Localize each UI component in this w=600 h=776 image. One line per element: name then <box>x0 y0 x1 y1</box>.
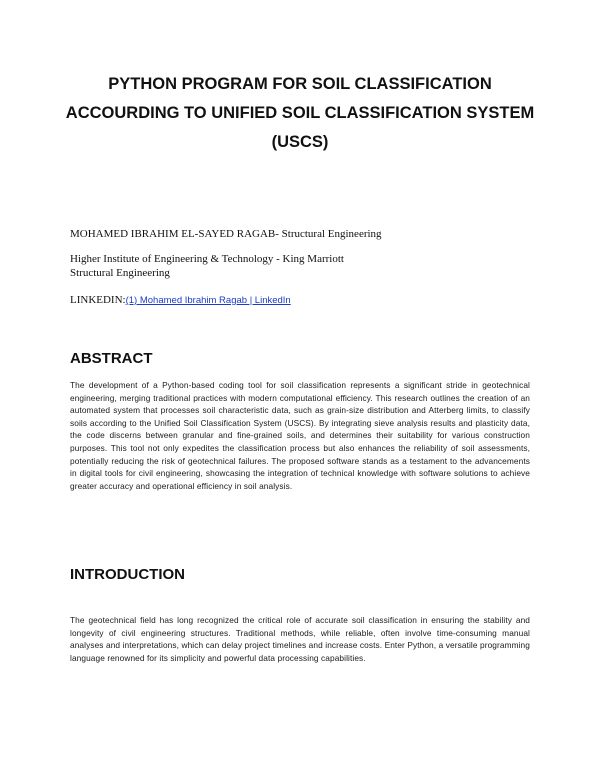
linkedin-line <box>70 294 291 306</box>
institution-line-2: Structural Engineering <box>70 266 170 279</box>
title-line-2: ACCOURDING TO UNIFIED SOIL CLASSIFICATION SYSTEM <box>65 104 535 122</box>
introduction-paragraph: The geotechnical field has long recognized the critical role of accurate soil classification in ensuring the stability and longevity of civil engineering structures. Traditional methods, while reliable, often involve time-consuming manual analyses and interpretations, which can delay project timelines and increase costs. Enter Python, a versatile programming language renowned for its simplicity and powerful data processing capabilities. <box>70 615 530 663</box>
abstract-heading: ABSTRACT <box>70 350 153 367</box>
title-line-3: (USCS) <box>271 133 329 151</box>
title-line-1: PYTHON PROGRAM FOR SOIL CLASSIFICATION <box>108 75 492 93</box>
institution-line-1: Higher Institute of Engineering & Technology - King Marriott <box>70 253 344 265</box>
linkedin-link[interactable]: (1) Mohamed Ibrahim Ragab | LinkedIn <box>125 295 291 306</box>
abstract-paragraph: The development of a Python-based coding tool for soil classification represents a significant stride in geotechnical engineering, merging traditional practices with modern computational efficiency. This research outlines the creation of an automated system that processes soil characteristic data, such as grain-size distribution and Atterberg limits, to classify soils according to the Unified Soil Classification System (USCS). By integrating sieve analysis results and plasticity data, the code discerns between granular and fine-grained soils, and determines their suitability for various construction purposes. This tool not only expedites the classification process but also enhances the reliability of soil assessments, potentially reducing the risk of geotechnical failures. The proposed software stands as a testament to the advancements in digital tools for civil engineering, showcasing the integration of technical knowledge with software solutions to achieve greater accuracy and operational efficiency in soil analysis. <box>70 380 530 491</box>
introduction-heading: INTRODUCTION <box>70 566 185 583</box>
author-line: MOHAMED IBRAHIM EL-SAYED RAGAB- Structural Engineering <box>70 228 382 240</box>
linkedin-label: LINKEDIN: <box>70 294 126 306</box>
paper-title <box>40 70 560 157</box>
institution-block <box>70 253 344 280</box>
